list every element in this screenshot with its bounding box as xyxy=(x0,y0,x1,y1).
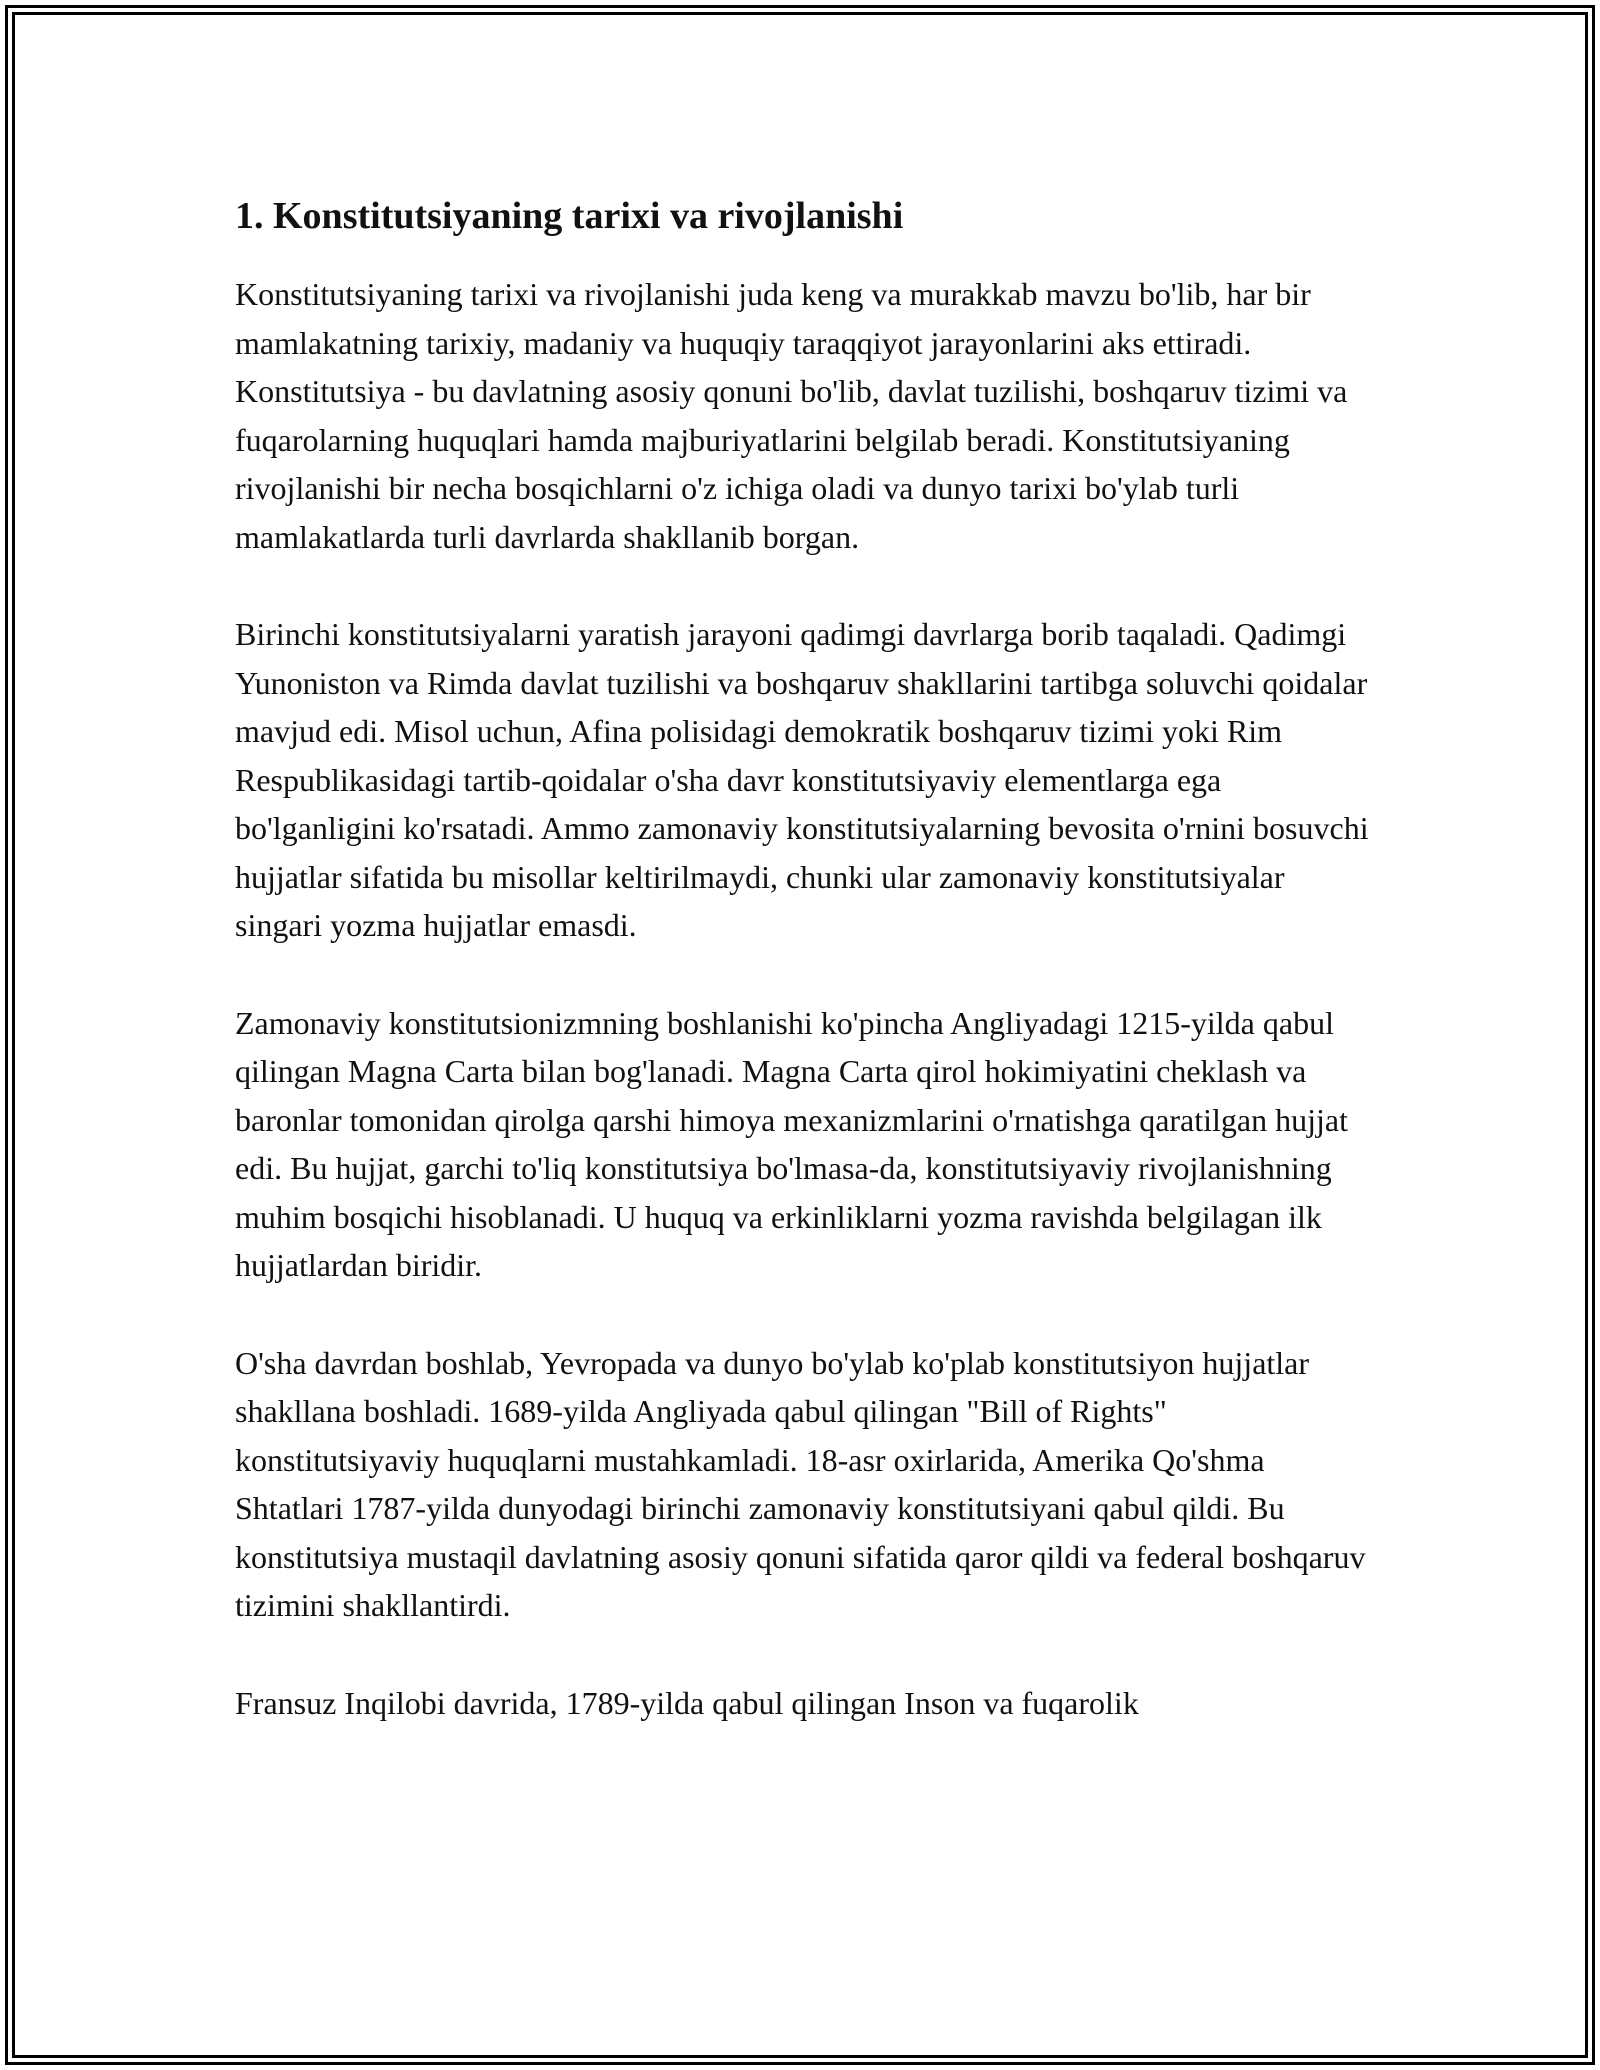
paragraph-4: O'sha davrdan boshlab, Yevropada va dunyo bo'ylab ko'plab konstitutsiyon hujjatlar shakllana boshladi. 1689-yilda Angliyada qabul qilingan "Bill of Rights" konstitutsiyaviy huquqlarni mustahkamladi. 18-asr oxirlarida, Amerika Qo'shma Shtatlari 1787-yilda dunyodagi birinchi zamonaviy konstitutsiyani qabul qildi. Bu konstitutsiya mustaqil davlatning asosiy qonuni sifatida qaror qildi va federal boshqaruv tizimini shakllantirdi. xyxy=(235,1344,1366,1623)
document-body xyxy=(235,190,1375,1727)
paragraph-3: Zamonaviy konstitutsionizmning boshlanishi ko'pincha Angliyadagi 1215-yilda qabul qilingan Magna Carta bilan bog'lanadi. Magna Carta qirol hokimiyatini cheklash va baronlar tomonidan qirolga qarshi himoya mexanizmlarini o'rnatishga qaratilgan hujjat edi. Bu hujjat, garchi to'liq konstitutsiya bo'lmasa-da, konstitutsiyaviy rivojlanishning muhim bosqichi hisoblanadi. U huquq va erkinliklarni yozma ravishda belgilagan ilk hujjatlardan biridir. xyxy=(235,1004,1348,1283)
paragraph-2: Birinchi konstitutsiyalarni yaratish jarayoni qadimgi davrlarga borib taqaladi. Qadimgi Yunoniston va Rimda davlat tuzilishi va boshqaruv shakllarini tartibga soluvchi qoidalar mavjud edi. Misol uchun, Afina polisidagi demokratik boshqaruv tizimi yoki Rim Respublikasidagi tartib-qoidalar o'sha davr konstitutsiyaviy elementlarga ega bo'lganligini ko'rsatadi. Ammo zamonaviy konstitutsiyalarning bevosita o'rnini bosuvchi hujjatlar sifatida bu misollar keltirilmaydi, chunki ular zamonaviy konstitutsiyalar singari yozma hujjatlar emasdi. xyxy=(235,616,1369,943)
paragraph-5: Fransuz Inqilobi davrida, 1789-yilda qabul qilingan Inson va fuqarolik xyxy=(235,1684,1139,1721)
paragraph-1: Konstitutsiyaning tarixi va rivojlanishi juda keng va murakkab mavzu bo'lib, har bir mamlakatning tarixiy, madaniy va huquqiy taraqqiyot jarayonlarini aks ettiradi. Konstitutsiya - bu davlatning asosiy qonuni bo'lib, davlat tuzilishi, boshqaruv tizimi va fuqarolarning huquqlari hamda majburiyatlarini belgilab beradi. Konstitutsiyaning rivojlanishi bir necha bosqichlarni o'z ichiga oladi va dunyo tarixi bo'ylab turli mamlakatlarda turli davrlarda shakllanib borgan. xyxy=(235,276,1348,555)
section-heading: 1. Konstitutsiyaning tarixi va rivojlanishi xyxy=(235,195,904,237)
